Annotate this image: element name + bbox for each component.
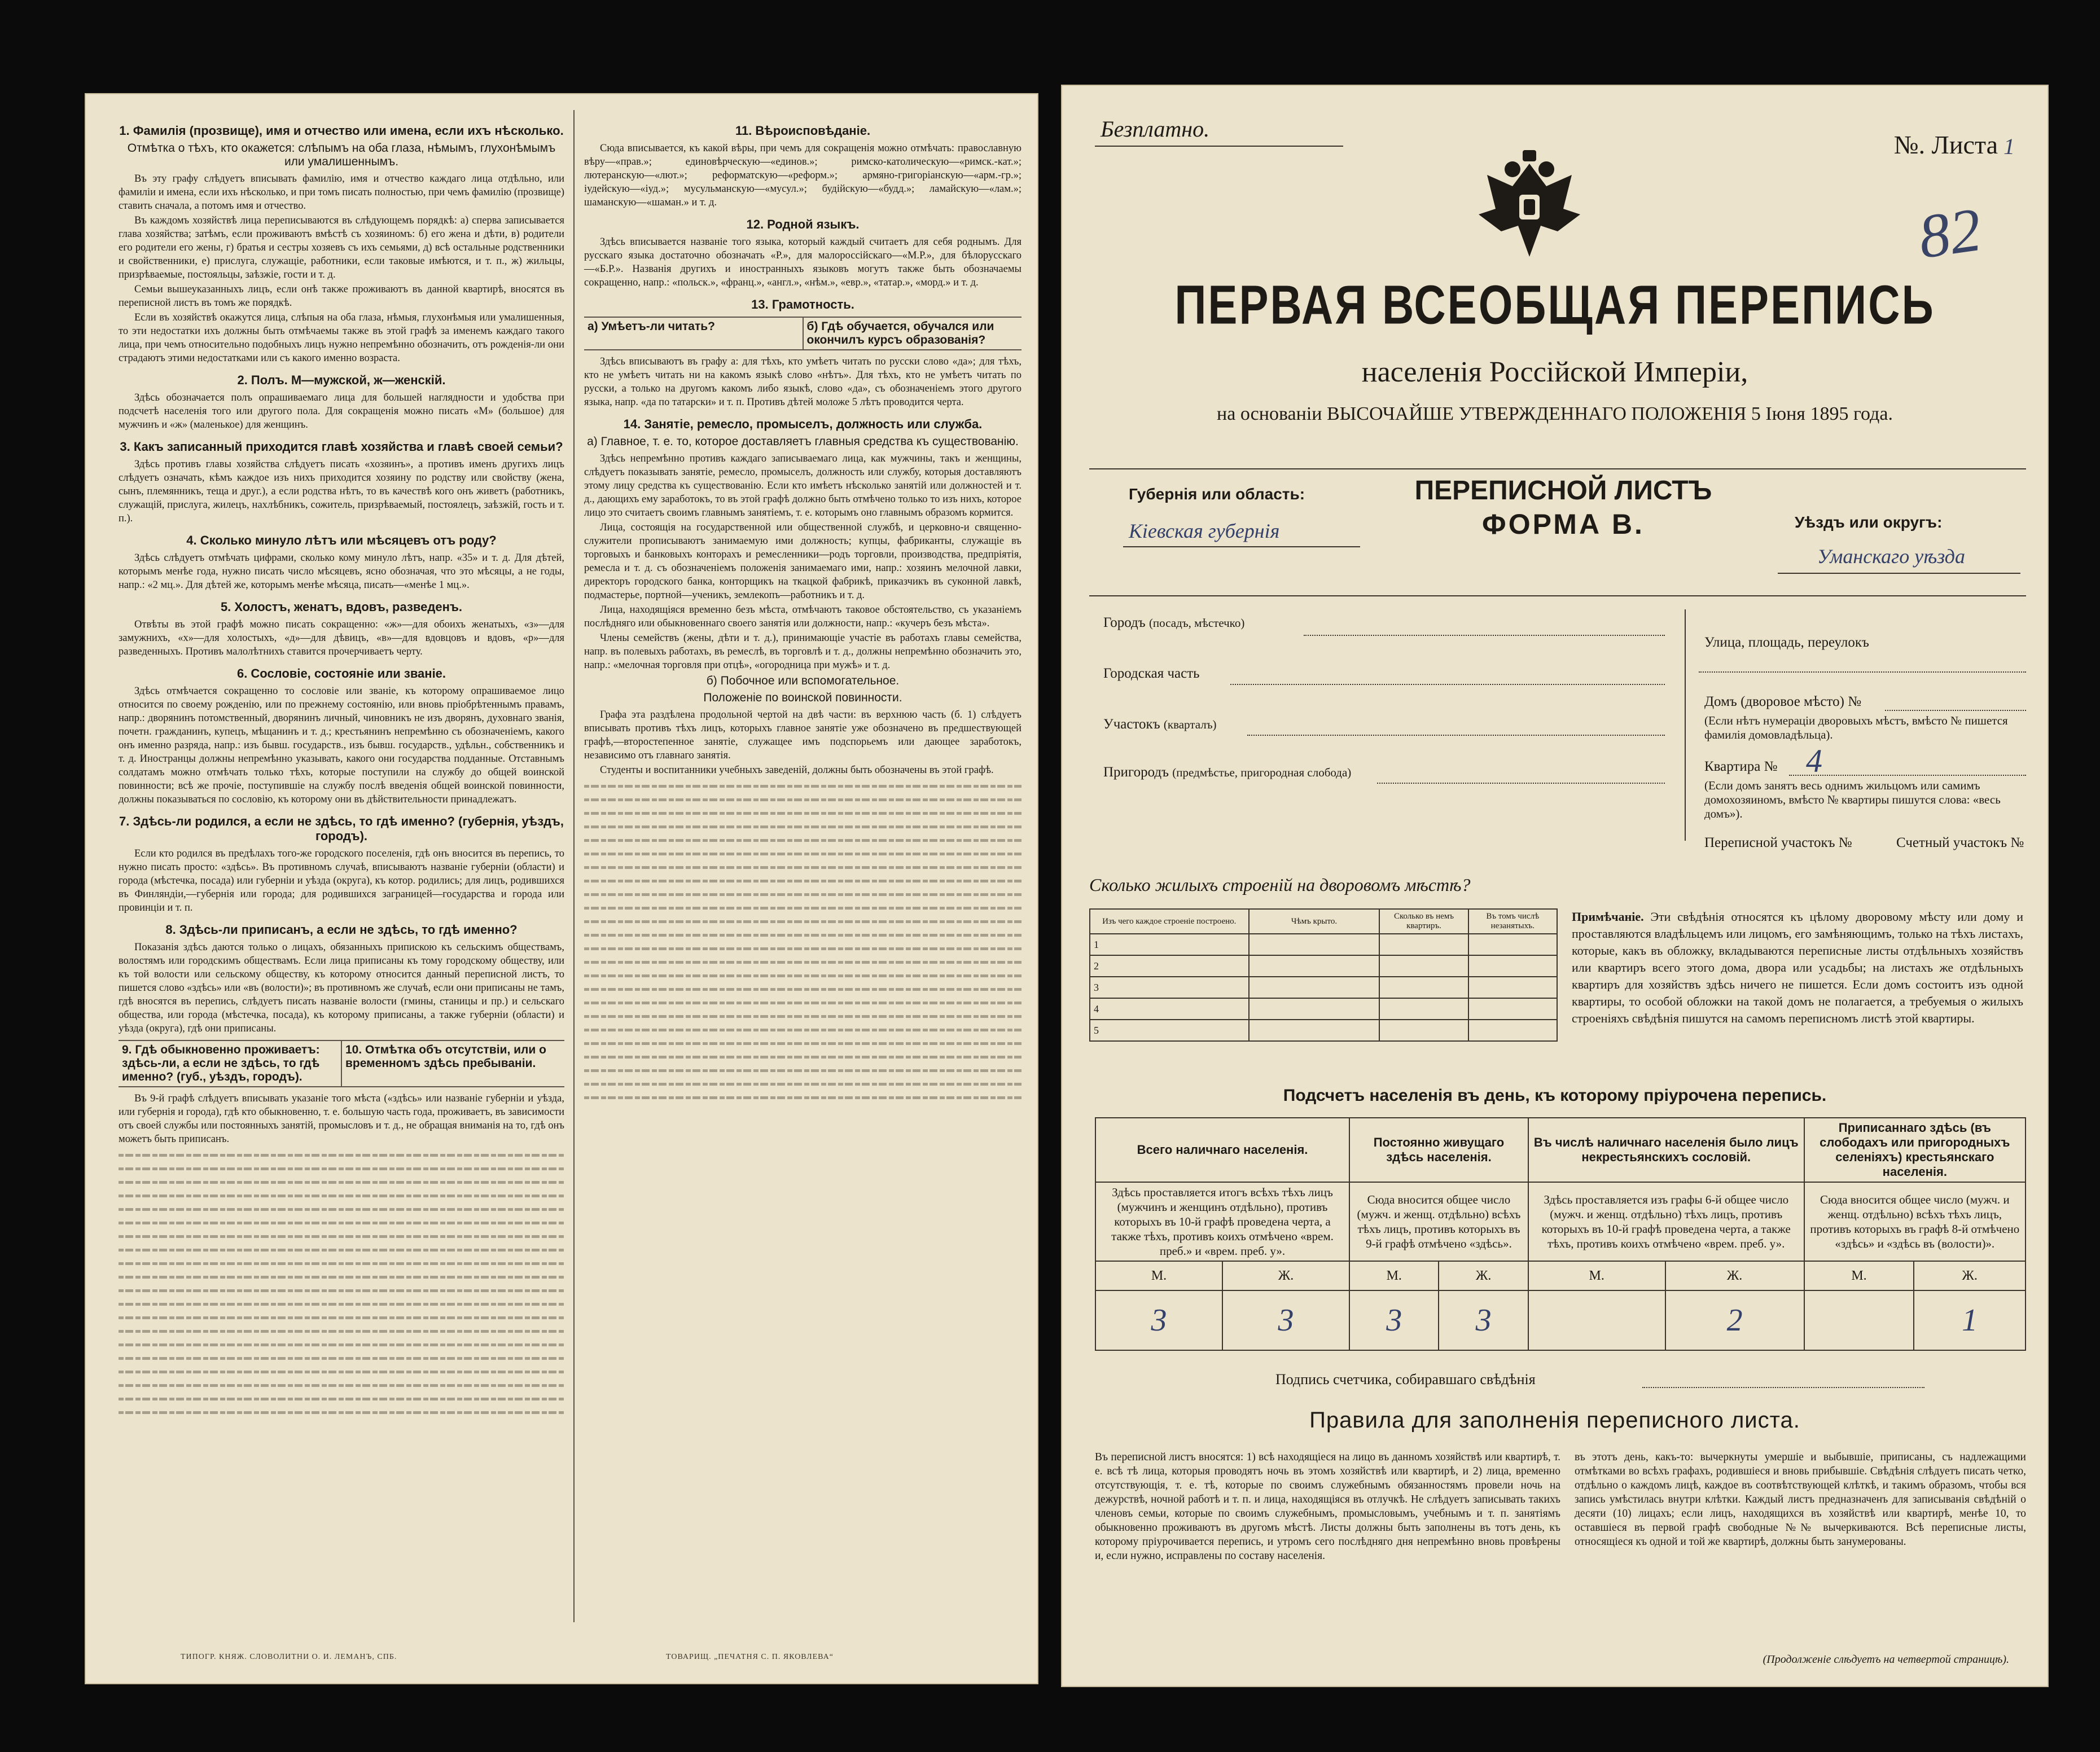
- apartment-input-line[interactable]: [1789, 775, 2026, 776]
- buildings-table: [1089, 908, 1558, 1042]
- section-11-heading: 11. Вѣроисповѣданіе.: [735, 124, 871, 138]
- table-cell[interactable]: [1468, 955, 1557, 977]
- row-number: 3: [1090, 977, 1249, 998]
- apartment-value: 4: [1806, 743, 1822, 779]
- resident-male-count[interactable]: 3: [1349, 1290, 1439, 1350]
- note-label: Примѣчаніе.: [1572, 910, 1644, 924]
- section-14-paragraph: Лица, находящіяся временно безъ мѣста, отмѣчаютъ таковое обстоятельство, съ указаніемъ послѣдняго или обыкновеннаго своего занятія или должности, напр.: «кучеръ безъ мѣста».: [584, 604, 1021, 629]
- table-cell[interactable]: [1379, 977, 1468, 998]
- district-input-line[interactable]: [1247, 735, 1665, 736]
- address-divider: [1685, 609, 1686, 841]
- present-male-count[interactable]: 3: [1095, 1290, 1222, 1350]
- sheet-number-handwritten: 1: [2003, 134, 2015, 159]
- buildings-col-material: Изъ чего каждое строеніе построено.: [1090, 909, 1249, 934]
- section-7-paragraph: Если кто родился въ предѣлахъ того-же городского поселенія, гдѣ онъ вносится въ перепись, то нужно писать просто: «здѣсь». Въ противномъ случаѣ, вписываютъ названіе губерніи (области) и города (мѣстечка, посада) или губерніи и уѣзда (округа), къ котор. родились; для лицъ, родившихся въ Финляндіи,—губернія или города; для родившихся заграницей—государства и города или провинціи и т. п.: [119, 848, 564, 914]
- house-note: (Если нѣтъ нумераціи дворовыхъ мѣстъ, вмѣсто № пишется фамилія домовладѣльца).: [1704, 714, 2008, 741]
- section-5-paragraph: Отвѣты въ этой графѣ можно писать сокращенно: «ж»—для обоихъ женатыхъ, «з»—для замужнихъ, «х»—для холостыхъ, «д»—для дѣвицъ, «в»—для вдовцовъ и вдовъ, «р»—для разведенныхъ. Противъ малолѣтнихъ ставится прочерчиваетъ черту.: [119, 619, 564, 657]
- group-3-title: Въ числѣ наличнаго населенія было лицъ некрестьянскихъ сословій.: [1528, 1118, 1804, 1182]
- house-input-line[interactable]: [1885, 710, 2026, 711]
- resident-female-count[interactable]: 3: [1439, 1290, 1528, 1350]
- group-1-title: Всего наличнаго населенія.: [1095, 1118, 1349, 1182]
- peasant-male-count[interactable]: [1804, 1290, 1914, 1350]
- section-14-paragraph: Члены семействъ (жены, дѣти и т. д.), принимающіе участіе въ работахъ главы семейства, напр. въ полевыхъ работахъ, въ ремеслѣ, въ торговлѣ и т. д., должны непремѣнно обозначить это, напр.: «мелочная торговля при отцѣ», «огородница при мужѣ» и т. д.: [584, 633, 1021, 671]
- section-4-heading: 4. Сколько минуло лѣтъ или мѣсяцевъ отъ роду?: [186, 533, 497, 547]
- table-cell[interactable]: [1249, 998, 1380, 1020]
- text-lines-filler: [584, 779, 1021, 1104]
- section-9-heading: 9. Гдѣ обыкновенно проживаетъ: здѣсь-ли, а если не здѣсь, то гдѣ именно? (губ., уѣздъ, городъ).: [122, 1043, 320, 1083]
- row-number: 2: [1090, 955, 1249, 977]
- section-7-heading: 7. Здѣсь-ли родился, а если не здѣсь, то гдѣ именно? (губернія, уѣздъ, городъ).: [119, 814, 564, 843]
- row-number: 1: [1090, 934, 1249, 955]
- table-row: [1090, 955, 1557, 977]
- table-row: [1090, 934, 1557, 955]
- imperial-eagle-emblem-icon: [1473, 147, 1586, 260]
- form-header-block: [1089, 468, 2026, 598]
- section-6-heading: 6. Сословіе, состояніе или званіе.: [236, 666, 446, 680]
- gubernia-underline: [1123, 546, 1360, 547]
- city-part-input-line[interactable]: [1230, 684, 1665, 685]
- section-14-paragraph: Графа эта раздѣлена продольной чертой на двѣ части: въ верхнюю часть (б. 1) слѣдуетъ вписывать противъ тѣхъ лицъ, которыхъ главное занятіе уже обозначено въ предшествующей графѣ,—второстепенное занятіе, служащее имъ подспорьемъ или дающее заработокъ, независимо отъ главнаго занятія.: [584, 709, 1021, 761]
- free-of-charge-label: Безплатно.: [1101, 116, 1210, 142]
- row-number: 5: [1090, 1020, 1249, 1041]
- enumerator-signature-label: Подпись счетчика, собиравшаго свѣдѣнія: [1275, 1371, 1536, 1387]
- table-cell[interactable]: [1468, 934, 1557, 955]
- table-cell[interactable]: [1249, 977, 1380, 998]
- table-cell[interactable]: [1249, 1020, 1380, 1041]
- continuation-note: (Продолженіе слѣдуетъ на четвертой страницѣ).: [1763, 1653, 2009, 1666]
- note-text: Эти свѣдѣнія относятся къ цѣлому дворовому мѣсту или дому и проставляются владѣльцемъ или лицомъ, его замѣняющимъ, только на тѣхъ листахъ, которые, какъ въ обложку, вкладываются переписные листы отдѣльныхъ хозяйствъ или квартиръ всего этого дома, двора или усадьбы; на листахъ же отдѣльныхъ квартиръ для хозяйствъ здѣсь ничего не пишется. Если домъ состоитъ изъ одной квартиры, то особой обложки на такой домъ не полагается, а требуемыя о жилыхъ строеніяхъ свѣдѣнія пишутся на самомъ переписномъ листѣ этой квартиры.: [1572, 910, 2024, 1025]
- table-cell[interactable]: [1468, 1020, 1557, 1041]
- instructions-column-2: [584, 116, 1021, 1617]
- city-label: Городъ: [1103, 615, 1146, 630]
- group-1-text: Здѣсь проставляется итогъ всѣхъ тѣхъ лицъ (мужчинъ и женщинъ отдѣльно), противъ которыхъ въ 10-й графѣ проведена черта, а также тѣхъ, противъ коихъ отмѣчено «врем. преб.» и «врем. преб. у».: [1095, 1182, 1349, 1261]
- section-14-2-heading: Положеніе по воинской повинности.: [703, 691, 902, 704]
- section-10-heading: 10. Отмѣтка объ отсутствіи, или о временномъ здѣсь пребываніи.: [341, 1041, 564, 1086]
- rules-text-right: въ этотъ день, какъ-то: вычеркнуты умершіе и выбывшіе, приписаны, съ надлежащими отмѣтками во всѣхъ графахъ, родившіеся и вновь прибывшіе. Свѣдѣнія слѣдуетъ писать четко, отдѣльно о каждомъ лицѣ, каждое въ соотвѣтствующей клѣткѣ, и такимъ образомъ, чтобы вся запись умѣстилась внутри клѣтки. Каждый листъ предназначенъ для записыванія свѣдѣній о десяти (10) лицахъ; если лицъ, находящихся въ хозяйствѣ или квартирѣ, менѣе 10, то оставшіеся въ первой графѣ свободные №№ вычеркиваются. Всѣ переписные листы, относящіеся къ одной и той же квартирѣ, должны быть занумерованы.: [1575, 1451, 2026, 1548]
- street-label: Улица, площадь, переулокъ: [1704, 635, 1869, 650]
- section-1-heading: 1. Фамилія (прозвище), имя и отчество или имена, если ихъ нѣсколько.: [119, 124, 564, 138]
- uezd-value: Уманскаго уѣзда: [1817, 545, 1966, 568]
- city-hint: (посадъ, мѣстечко): [1148, 616, 1245, 630]
- population-count-table: [1095, 1117, 2026, 1351]
- suburb-label: Пригородъ: [1103, 765, 1169, 780]
- section-12-heading: 12. Родной языкъ.: [746, 217, 860, 231]
- section-14-heading: 14. Занятіе, ремесло, промыселъ, должность или служба.: [623, 417, 983, 431]
- form-subtitle: населенія Россійской Имперіи,: [1361, 356, 1748, 388]
- sex-male-label: М.: [1804, 1261, 1914, 1290]
- population-count-heading: Подсчетъ населенія въ день, къ которому пріурочена перепись.: [1283, 1086, 1827, 1105]
- table-cell[interactable]: [1249, 955, 1380, 977]
- group-2-title: Постоянно живущаго здѣсь населенія.: [1349, 1118, 1528, 1182]
- buildings-table-header: [1090, 909, 1557, 934]
- house-field-label: [1704, 694, 1861, 710]
- group-2-text: Сюда вносится общее число (мужч. и женщ. отдѣльно) всѣхъ тѣхъ лицъ, противъ которыхъ въ 9-й графѣ отмѣчено «здѣсь».: [1349, 1182, 1528, 1261]
- group-4-text: Сюда вносится общее число (мужч. и женщ. отдѣльно) всѣхъ тѣхъ лицъ, противъ которыхъ въ графѣ 8-й отмѣчено «здѣсь» и «здѣсь въ (волости)».: [1804, 1182, 2026, 1261]
- table-cell[interactable]: [1379, 998, 1468, 1020]
- buildings-col-apartments: Сколько въ немъ квартиръ.: [1379, 909, 1468, 934]
- table-cell[interactable]: [1379, 934, 1468, 955]
- section-1-note: Отмѣтка о тѣхъ, кто окажется: слѣпымъ на оба глаза, нѣмымъ, глухонѣмымъ или умалишеннымъ.: [127, 142, 556, 168]
- count-table-explanations: [1095, 1182, 2026, 1261]
- sex-male-label: М.: [1349, 1261, 1439, 1290]
- count-table-titles: [1095, 1118, 2026, 1182]
- non-peasant-female-count[interactable]: 2: [1665, 1290, 1804, 1350]
- text-lines-filler: [119, 1148, 564, 1419]
- section-13a-heading: а) Умѣетъ-ли читать?: [588, 320, 715, 333]
- sheet-number-label: №. Листа: [1893, 130, 1998, 159]
- section-1-paragraph: Въ эту графу слѣдуетъ вписывать фамилію, имя и отчество каждаго лица отдѣльно, или фамиліи и имена, если ихъ нѣсколько, и при томъ писать полностью, при чемъ фамилію (прозвище) ставить сначала, а потомъ имя и отчество.: [119, 173, 564, 212]
- street-input-line[interactable]: [1699, 671, 2026, 673]
- sex-female-label: Ж.: [1439, 1261, 1528, 1290]
- non-peasant-male-count[interactable]: [1528, 1290, 1665, 1350]
- section-11-paragraph: Сюда вписывается, къ какой вѣры, при чемъ для сокращенія можно отмѣчать: православную вѣру—«прав.»; единовѣрческую—«единов.»; римско-католическую—«римск.-кат.»; лютеранскую—«лют.»; реформатскую—«реформ.»; армяно-григоріанскую—«арм.-гр.»; іудейскую—«іуд.»; мусульманскую—«мусул.»; будійскую—«будд.»; ламайскую—«лам.»; шаманскую—«шаман.» и т. д.: [584, 143, 1021, 208]
- sex-female-label: Ж.: [1665, 1261, 1804, 1290]
- table-row: [1090, 1020, 1557, 1041]
- house-hint: (дворовое мѣсто) №: [1740, 694, 1862, 709]
- uezd-label: Уѣздъ или округъ:: [1795, 513, 1943, 531]
- sex-female-label: Ж.: [1222, 1261, 1349, 1290]
- apartment-note: (Если домъ занятъ весь однимъ жильцомъ или самимъ домохозяиномъ, вмѣсто № квартиры пишутся слова: «весь домъ»).: [1704, 779, 2001, 820]
- section-3-paragraph: Здѣсь противъ главы хозяйства слѣдуетъ писать «хозяинъ», а противъ именъ другихъ лицъ слѣдуетъ означать, кѣмъ каждое изъ нихъ приходится хозяину по родству или свойству (жена, сынъ, племянникъ, теща и друг.), а если родства нѣтъ, то въ качествѣ кого онъ живетъ (работникъ, служащій, прислуга, жилецъ, нахлѣбникъ, сожитель, призрѣваемый, постоялецъ, заѣзжій, гость и т. п.).: [119, 459, 564, 524]
- suburb-field-label: [1103, 765, 1351, 780]
- section-12-paragraph: Здѣсь вписывается названіе того языка, который каждый считаетъ для себя роднымъ. Для русскаго языка достаточно обозначать «Р.», для малороссійскаго—«М.Р.», для бѣлорусскаго—«Б.Р.». Названія другихъ и иностранныхъ языковъ могутъ также быть обозначаемы сокращенно, напр.: «польск.», «франц.», «англ.», «нѣм.», «евр.», «татар.», «морд.» и т. д.: [584, 236, 1021, 288]
- buildings-note: [1572, 908, 2023, 1027]
- counting-district-label: Счетный участокъ №: [1896, 835, 2024, 850]
- section-8-paragraph: Показанія здѣсь даются только о лицахъ, обязанныхъ припискою къ сельскимъ обществамъ, волостямъ или городскимъ обществамъ. Если лица приписаны къ тому городскому обществу, или къ той волости или сельскому обществу, къ которому относится данный переписной листъ, то пишется слово «здѣсь» или «въ (волости)»; въ противномъ же случаѣ, если они приписаны не тамъ, гдѣ вносятся въ перепись, слѣдуетъ писать названіе волости (гмины, станицы и пр.) и сельскаго общества, или города (мѣстечка, посада), къ которому приписаны, а также губерніи (области) и уѣзда (округа), гдѣ они приписаны.: [119, 942, 564, 1034]
- city-input-line[interactable]: [1304, 635, 1665, 636]
- section-13-heading: 13. Грамотность.: [751, 297, 854, 311]
- table-cell[interactable]: [1379, 955, 1468, 977]
- census-district-label: Переписной участокъ №: [1704, 835, 1852, 850]
- section-14-paragraph: Студенты и воспитанники учебныхъ заведеній, должны быть обозначены въ этой графѣ.: [600, 765, 994, 776]
- handwritten-page-number: 82: [1914, 194, 1985, 272]
- suburb-input-line[interactable]: [1377, 783, 1665, 784]
- right-page-census-form: [1061, 85, 2049, 1687]
- gubernia-value: Кіевская губернія: [1129, 520, 1280, 542]
- section-14-paragraph: Здѣсь непремѣнно противъ каждаго записываемаго лица, как мужчины, такъ и женщины, слѣдуетъ показывать занятіе, ремесло, промыселъ, должность или службу, которыя доставляютъ этому лицу средства къ существованію. Если кто имѣетъ нѣсколько занятій или должностей и т. д., дающихъ ему заработокъ, то въ этой графѣ должно быть отмѣчено только то изъ нихъ, которое лицо это считаетъ своимъ главнымъ занятіемъ, т. е. которымъ оно главнымъ образомъ кормится.: [584, 453, 1021, 519]
- section-5-heading: 5. Холостъ, женатъ, вдовъ, разведенъ.: [220, 600, 463, 614]
- district-field-label: [1103, 717, 1217, 732]
- gubernia-label: Губернія или область:: [1129, 485, 1305, 503]
- group-3-text: Здѣсь проставляется изъ графы 6-й общее число (мужч. и женщ. отдѣльно) тѣхъ лицъ, противъ которыхъ въ 10-й графѣ проведена черта, а также тѣхъ, противъ коихъ отмѣчено «врем. преб. у».: [1528, 1182, 1804, 1261]
- section-6-paragraph: Здѣсь отмѣчается сокращенно то сословіе или званіе, къ которому опрашиваемое лицо относится по своему рожденію, или по прежнему состоянію, или вновь пріобрѣтеннымъ правамъ, напр.: дворянинъ потомственный, дворянинъ личный, чиновникъ не изъ дворянъ, духовнаго званія, почетн. гражданинъ, купецъ, мѣщанинъ и т. д.; крестьянинъ непремѣнно съ обозначеніемъ, какого онъ именно разряда, напр.: изъ бывш. государств., изъ бывш. государств., удѣльн., собственникъ и т. д. Иностранцы должны непремѣнно указывать, какого они государства подданные. Отставнымъ солдатамъ можно отмѣчать только тѣхъ, которые поступили на службу до общей воинской повинности; всѣ же прочіе, поступившіе на службу послѣ введенія общей воинской повинности, должны показываться по сословію, къ которому они въ дѣйствительности принадлежатъ.: [119, 686, 564, 805]
- count-table-values: [1095, 1290, 2026, 1350]
- section-1-paragraph: Если въ хозяйствѣ окажутся лица, слѣпыя на оба глаза, нѣмыя, глухонѣмыя или умалишенныя, то эти недостатки ихъ должны быть отмѣчаемы также въ этой графѣ за именемъ каждаго такого лица, при чемъ относительно подобныхъ лицъ нужно непремѣнно обозначить, отъ рожденія-ли они страдаютъ этими недостатками или съ какого именно возраста.: [119, 312, 564, 364]
- district-label: Участокъ: [1103, 717, 1160, 732]
- enumerator-signature-line[interactable]: [1642, 1387, 1924, 1388]
- section-13b-heading: б) Гдѣ обучается, обучался или окончилъ курсъ образованія?: [803, 318, 1022, 349]
- uezd-underline: [1778, 573, 2020, 574]
- section-4-paragraph: Здѣсь слѣдуетъ отмѣчать цифрами, сколько кому минуло лѣтъ, напр. «35» и т. д. Для дѣтей, которымъ менѣе года, нужно писать число мѣсяцевъ, ясно обозначая, что это мѣсяцы, а не годы, напр.: «2 мц.». Для дѣтей же, которымъ менѣе мѣсяца, писать—«менѣе 1 мц.».: [119, 552, 564, 591]
- section-8-heading: 8. Здѣсь-ли приписанъ, а если не здѣсь, то гдѣ именно?: [165, 923, 518, 937]
- section-14a-heading: а) Главное, т. е. то, которое доставляетъ главныя средства къ существованію.: [587, 435, 1019, 448]
- sex-male-label: М.: [1528, 1261, 1665, 1290]
- section-9-10-heading: [119, 1040, 564, 1087]
- statute-reference: на основаніи ВЫСОЧАЙШЕ УТВЕРЖДЕННАГО ПОЛОЖЕНІЯ 5 Іюня 1895 года.: [1217, 403, 1893, 424]
- section-1-paragraph: Семьи вышеуказанныхъ лицъ, если онѣ также проживаютъ въ данной квартирѣ, вносятся въ переписной листъ въ томъ же порядкѣ.: [119, 284, 564, 309]
- form-block-rule: [1089, 468, 2026, 469]
- printer-imprint-right: ТОВАРИЩ. „ПЕЧАТНЯ С. П. ЯКОВЛЕВА“: [666, 1653, 834, 1661]
- house-label: Домъ: [1704, 694, 1737, 709]
- rules-heading: Правила для заполненія переписного листа.: [1309, 1408, 1800, 1433]
- buildings-question: Сколько жилыхъ строеній на дворовомъ мѣстѣ?: [1089, 875, 1471, 895]
- section-14-paragraph: Лица, состоящія на государственной или общественной службѣ, и церковно-и священно-служители прописываютъ занимаемую ими должность; купцы, фабриканты, служащіе въ торговыхъ и банковыхъ конторахъ и ремесленники—родъ торговли, производства, предпріятія, ремесла и т. д. съ обозначеніемъ положенія занимаемаго ими, напр.: хозяинъ мелочной лавки, директоръ городского банка, конторщикъ на ткацкой фабрикѣ, приказчикъ въ суконной лавкѣ, подмастерье, портной—ученикъ, землекопъ—работникъ и т. д.: [584, 522, 1021, 601]
- city-field-label: [1103, 615, 1244, 631]
- apartment-label: Квартира №: [1704, 759, 1778, 774]
- table-cell[interactable]: [1468, 977, 1557, 998]
- rules-text-left: Въ переписной листъ вносятся: 1) всѣ находящіеся на лицо въ данномъ хозяйствѣ или квартирѣ, т. е. всѣ тѣ лица, которыя проводятъ ночь въ этомъ хозяйствѣ или квартирѣ, и 2) лица, временно отсутствующія, т. е. тѣ, которые по своимъ служебнымъ обязанностямъ провели ночь на дежурствѣ, ночной работѣ и т. п. и лица, находящіяся въ отлучкѣ. Не слѣдуетъ записывать такихъ членовъ семьи, которые по своимъ служебнымъ, промысловымъ, учебнымъ и т. п. занятіямъ обыкновенно проживаютъ въ другомъ мѣстѣ. Листы должны быть заполнены въ тотъ день, къ которому пріурочивается перепись, и утромъ сего послѣдняго дня непремѣнно вновь провѣрены и, если нужно, исправлены по составу населенія.: [1095, 1451, 1560, 1562]
- section-14b-heading: б) Побочное или вспомогательное.: [706, 674, 900, 687]
- printer-imprint-left: ТИПОГР. КНЯЖ. СЛОВОЛИТНИ О. И. ЛЕМАНЪ, СПБ.: [181, 1653, 397, 1661]
- section-2-paragraph: Здѣсь обозначается полъ опрашиваемаго лица для большей наглядности и удобства при подсчетѣ населенія того или другого пола. Для сокращенія можно писать «М» (большое) для мужчинъ и «ж» (маленькое) для женщинъ.: [119, 392, 564, 431]
- table-cell[interactable]: [1249, 934, 1380, 955]
- sex-female-label: Ж.: [1914, 1261, 2026, 1290]
- section-13-paragraph: Здѣсь вписываютъ въ графу а: для тѣхъ, кто умѣетъ читать по русски слово «да»; для тѣхъ, кто не умѣетъ читать ни на какомъ языкѣ слово «нѣтъ». Для тѣхъ, кто не умѣетъ читать по русски, а только на другомъ какомъ либо языкѣ, слово «да», съ обозначеніемъ этого другого языка, напр. «да по татарски» и т. п. Противъ дѣтей моложе 5 лѣтъ проводится черта.: [584, 356, 1021, 408]
- table-row: [1090, 998, 1557, 1020]
- table-cell[interactable]: [1379, 1020, 1468, 1041]
- instructions-column-1: [119, 116, 564, 1617]
- header-rule: [1095, 146, 1343, 147]
- suburb-hint: (предмѣстье, пригородная слобода): [1172, 766, 1352, 779]
- form-block-rule: [1089, 595, 2026, 596]
- column-divider: [573, 110, 575, 1622]
- form-title: ПЕРЕПИСНОЙ ЛИСТЪ: [1414, 476, 1712, 506]
- sex-male-label: М.: [1095, 1261, 1222, 1290]
- group-4-title: Приписаннаго здѣсь (въ слободахъ или пригородныхъ селеніяхъ) крестьянскаго населенія.: [1804, 1118, 2026, 1182]
- form-letter: ФОРМА В.: [1482, 508, 1645, 540]
- form-main-title: ПЕРВАЯ ВСЕОБЩАЯ ПЕРЕПИСЬ: [1174, 273, 1935, 336]
- district-hint: (кварталъ): [1163, 718, 1217, 731]
- table-row: [1090, 977, 1557, 998]
- count-table-sex-headers: [1095, 1261, 2026, 1290]
- left-page: [85, 93, 1038, 1684]
- buildings-col-vacant: Въ томъ числѣ незанятыхъ.: [1468, 909, 1557, 934]
- section-13-subheads: [584, 317, 1021, 350]
- section-9-paragraph: Въ 9-й графѣ слѣдуетъ вписывать указаніе того мѣста («здѣсь» или названіе губерніи и уѣзда, или губернія и города), гдѣ кто обыкновенно, т. е. большую часть года, проживаетъ, въ зависимости отъ своей службы или постоянныхъ занятій, промысловъ и т. д., не обращая вниманія на то, гдѣ онъ можетъ быть приписанъ.: [119, 1093, 564, 1145]
- section-2-heading: 2. Полъ. М—мужской, ж—женскій.: [237, 373, 446, 387]
- city-part-label: Городская часть: [1103, 666, 1200, 681]
- section-1-paragraph: Въ каждомъ хозяйствѣ лица переписываются въ слѣдующемъ порядкѣ: а) сперва записывается глава хозяйства; затѣмъ, если проживаютъ вмѣстѣ съ хозяиномъ: б) его жена и дѣти, в) родители его родители его жены, г) братья и сестры хозяевъ съ ихъ семьями, д) всѣ остальные родственники и свойственники, е) прислуга, служащіе, работники, если таковые имѣются, и т. п., ж) жильцы, призрѣваемые, постояльцы, заѣзжіе, гости и т. д.: [119, 215, 564, 280]
- buildings-col-roof: Чѣмъ крыто.: [1249, 909, 1380, 934]
- section-3-heading: 3. Какъ записанный приходится главѣ хозяйства и главѣ своей семьи?: [120, 440, 563, 454]
- present-female-count[interactable]: 3: [1222, 1290, 1349, 1350]
- row-number: 4: [1090, 998, 1249, 1020]
- peasant-female-count[interactable]: 1: [1914, 1290, 2026, 1350]
- table-cell[interactable]: [1468, 998, 1557, 1020]
